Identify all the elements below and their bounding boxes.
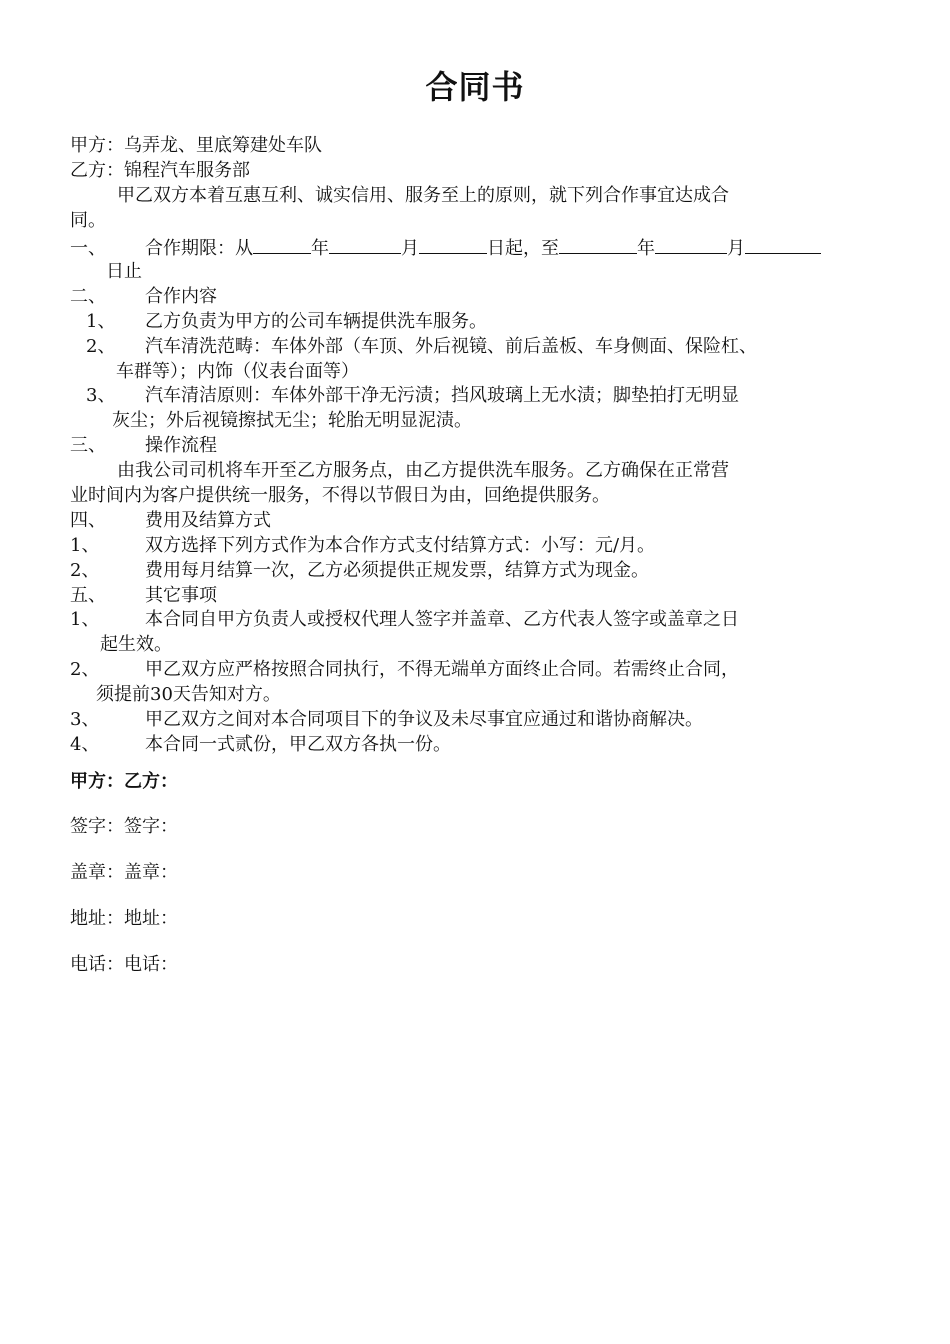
- item-text: 汽车清洗范畴：车体外部（车顶、外后视镜、前后盖板、车身侧面、保险杠、: [145, 336, 757, 357]
- section-3-line-2: 业时间内为客户提供统一服务，不得以节假日为由，回绝提供服务。: [70, 485, 610, 506]
- section-4-heading: [70, 509, 271, 533]
- section-title: 操作流程: [145, 435, 217, 456]
- item-text: 双方选择下列方式作为本合作方式支付结算方式：小写：元/月。: [145, 535, 656, 556]
- item-continuation: 车群等）；内饰（仪表台面等）: [116, 361, 359, 382]
- item-text: 甲乙双方之间对本合同项目下的争议及未尽事宜应通过和谐协商解决。: [145, 709, 703, 730]
- signature-address: 地址：地址：: [70, 908, 178, 929]
- item-number: 1、: [70, 535, 100, 556]
- section-number: 二、: [70, 286, 106, 307]
- item-number: 3、: [70, 709, 100, 730]
- signature-sign: 签字：签字：: [70, 816, 178, 837]
- section-3-line-1: 由我公司司机将车开至乙方服务点，由乙方提供洗车服务。乙方确保在正常营: [117, 460, 729, 481]
- signature-phone: 电话：电话：: [70, 954, 178, 975]
- section-1-heading: [70, 235, 821, 261]
- list-item: [70, 733, 451, 757]
- item-number: 2、: [70, 659, 100, 680]
- signature-parties: 甲方：乙方：: [70, 771, 178, 792]
- signature-seal: 盖章：盖章：: [70, 862, 178, 883]
- year-label: 年: [311, 238, 329, 259]
- item-number: 1、: [70, 609, 100, 630]
- item-text: 乙方负责为甲方的公司车辆提供洗车服务。: [145, 311, 487, 332]
- item-number: 2、: [86, 336, 116, 357]
- section-number: 三、: [70, 435, 106, 456]
- section-number: 五、: [70, 585, 106, 606]
- month-label-2: 月: [727, 238, 745, 259]
- section-number: 一、: [70, 238, 106, 259]
- item-number: 3、: [86, 385, 116, 406]
- list-item: [70, 708, 703, 732]
- section-3-heading: [70, 434, 217, 458]
- list-item: [86, 384, 739, 408]
- section-1-end: 日止: [106, 261, 142, 282]
- from-label: 日起，至: [487, 238, 559, 259]
- list-item: [70, 658, 739, 682]
- year-label-2: 年: [637, 238, 655, 259]
- list-item: [70, 534, 655, 558]
- list-item: [86, 335, 757, 359]
- list-item: [70, 608, 739, 632]
- list-item: [86, 310, 487, 334]
- item-continuation: 须提前30天告知对方。: [96, 684, 281, 705]
- month-blank-2: [655, 235, 727, 254]
- term-label: 合作期限：从: [145, 238, 253, 259]
- list-item: [70, 559, 649, 583]
- year-blank: [253, 235, 311, 254]
- item-number: 2、: [70, 560, 100, 581]
- item-continuation: 起生效。: [100, 634, 172, 655]
- item-text: 本合同一式贰份，甲乙双方各执一份。: [145, 734, 451, 755]
- section-title: 合作内容: [145, 286, 217, 307]
- day-blank-2: [745, 235, 821, 254]
- item-text: 费用每月结算一次，乙方必须提供正规发票，结算方式为现金。: [145, 560, 649, 581]
- party-b-line: 乙方：锦程汽车服务部: [70, 160, 250, 181]
- preamble-line-2: 同。: [70, 210, 106, 231]
- party-a-line: 甲方：乌弄龙、里底筹建处车队: [70, 135, 322, 156]
- item-number: 4、: [70, 734, 100, 755]
- section-number: 四、: [70, 510, 106, 531]
- section-5-heading: [70, 584, 217, 608]
- item-number: 1、: [86, 311, 116, 332]
- item-text: 本合同自甲方负责人或授权代理人签字并盖章、乙方代表人签字或盖章之日: [145, 609, 739, 630]
- page-title: 合同书: [425, 68, 525, 106]
- item-text: 汽车清洁原则：车体外部干净无污渍；挡风玻璃上无水渍；脚垫拍打无明显: [145, 385, 739, 406]
- item-continuation: 灰尘；外后视镜擦拭无尘；轮胎无明显泥渍。: [112, 410, 472, 431]
- preamble-line-1: 甲乙双方本着互惠互利、诚实信用、服务至上的原则，就下列合作事宜达成合: [117, 185, 729, 206]
- section-title: 费用及结算方式: [145, 510, 271, 531]
- section-2-heading: [70, 285, 217, 309]
- item-text: 甲乙双方应严格按照合同执行，不得无端单方面终止合同。若需终止合同，: [145, 659, 739, 680]
- month-label: 月: [401, 238, 419, 259]
- section-title: 其它事项: [145, 585, 217, 606]
- month-blank: [329, 235, 401, 254]
- year-blank-2: [559, 235, 637, 254]
- day-blank: [419, 235, 487, 254]
